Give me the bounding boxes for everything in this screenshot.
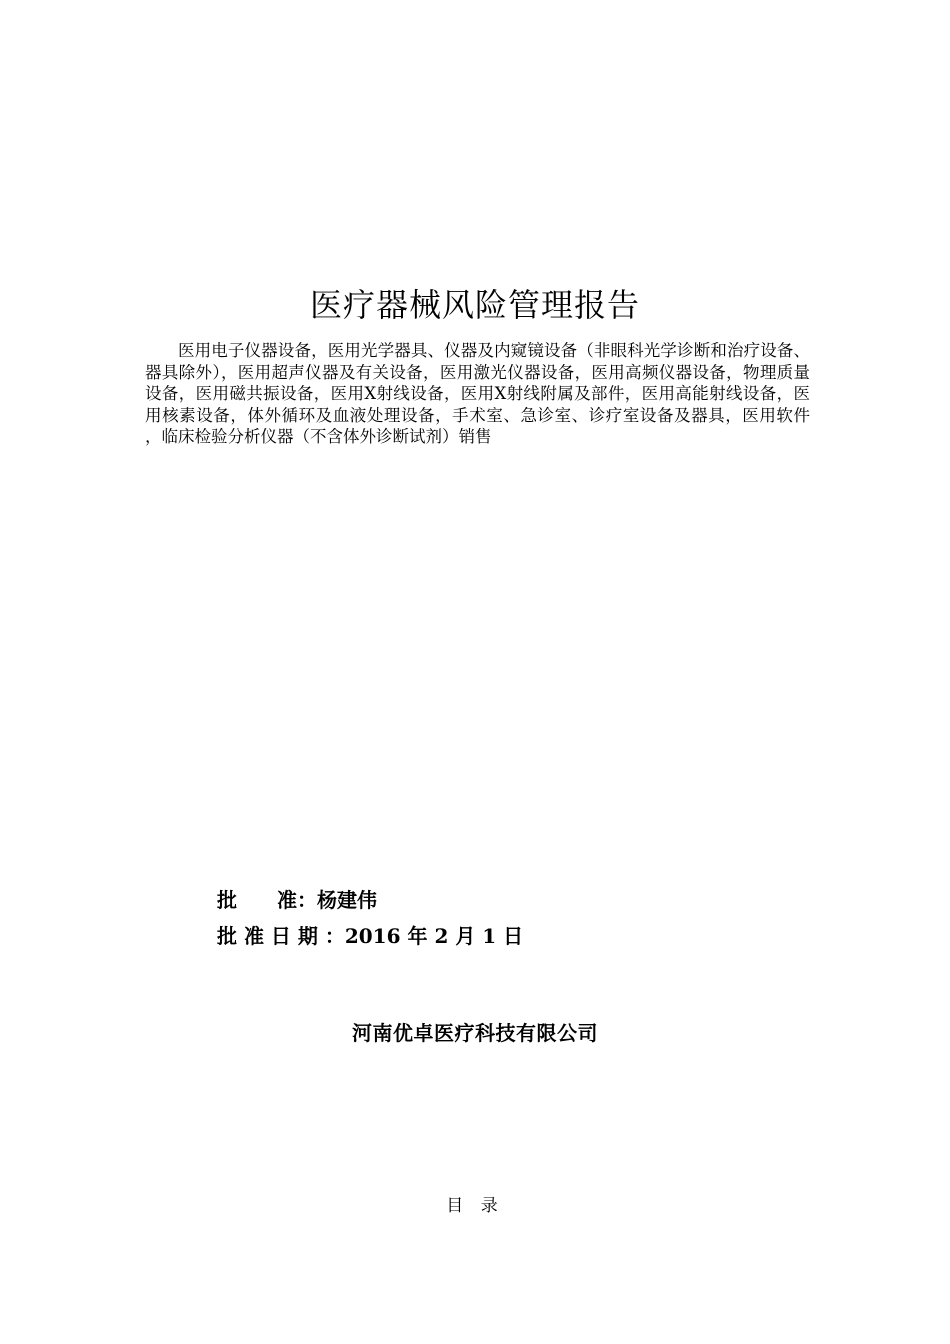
approver-line: 批 准：杨建伟	[217, 888, 377, 912]
document-title: 医疗器械风险管理报告	[309, 286, 640, 325]
table-of-contents-heading: 目 录	[446, 1196, 504, 1216]
approval-date-line: 批 准 日 期 ：2016 年 2 月 1 日	[217, 924, 524, 948]
company-name: 河南优卓医疗科技有限公司	[352, 1021, 598, 1045]
business-scope-paragraph: 医用电子仪器设备，医用光学器具、仪器及内窥镜设备（非眼科光学诊断和治疗设备、器具除外），医用超声仪器及有关设备，医用激光仪器设备，医用高频仪器设备，物理质量设备，医用磁共振设备，医用X射线设备，医用X射线附属及部件，医用高能射线设备，医用核素设备，体外循环及血液处理设备，手术室、急诊室、诊疗室设备及器具，医用软件 ，临床检验分析仪器（不含体外诊断试剂）销售	[145, 341, 810, 446]
